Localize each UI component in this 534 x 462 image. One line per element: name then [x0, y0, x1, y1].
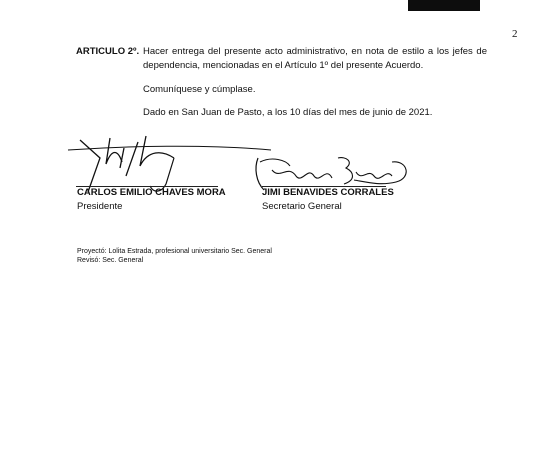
article-text: Hacer entrega del presente acto administrativo, en nota de estilo a los jefes de dependencia, mencionadas en el Artículo 1º del presente Acuerdo. [143, 46, 487, 71]
president-name: CARLOS EMILIO CHAVES MORA [77, 187, 226, 198]
place-date: Dado en San Juan de Pasto, a los 10 días del mes de junio de 2021. [143, 107, 433, 118]
top-redaction-bar [408, 0, 480, 11]
prepared-by: Proyectó: Lolita Estrada, profesional universitario Sec. General [77, 248, 272, 255]
article-label: ARTICULO 2º. [76, 46, 140, 57]
secretary-role: Secretario General [262, 201, 342, 212]
president-role: Presidente [77, 201, 123, 212]
closing-formula: Comuníquese y cúmplase. [143, 84, 256, 95]
secretary-name: JIMI BENAVIDES CORRALES [262, 187, 394, 198]
reviewed-by: Revisó: Sec. General [77, 257, 144, 264]
page-number: 2 [512, 28, 518, 40]
